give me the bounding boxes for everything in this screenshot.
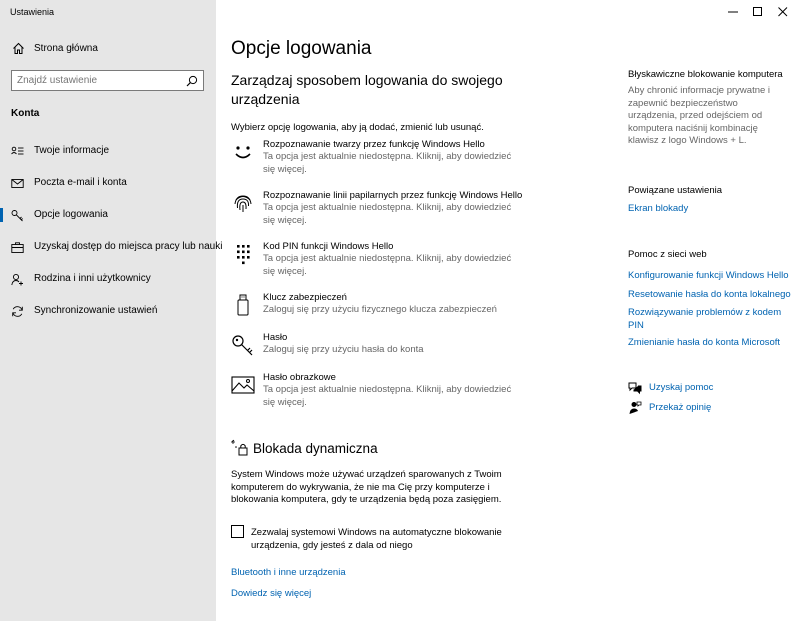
- sidebar-item-label: Rodzina i inni użytkownicy: [34, 273, 151, 284]
- dynamic-lock-heading: Blokada dynamiczna: [253, 441, 378, 456]
- sidebar-item-label: Synchronizowanie ustawień: [34, 305, 158, 316]
- page-title: Opcje logowania: [231, 38, 372, 59]
- option-title: Hasło obrazkowe: [263, 372, 336, 383]
- web-help-heading: Pomoc z sieci web: [628, 249, 707, 260]
- section-label-accounts: Konta: [11, 108, 40, 119]
- app-title: Ustawienia: [10, 7, 55, 17]
- option-title: Hasło: [263, 332, 288, 343]
- quick-lock-text: Aby chronić informacje prywatne i zapewnić bezpieczeństwo urządzenia, przed odejściem od komputera naciśnij kombinację klawisz z logo Windows + L.: [628, 85, 771, 146]
- search-icon[interactable]: [186, 75, 198, 87]
- sidebar-item-email[interactable]: [0, 171, 216, 195]
- pin-keypad-icon: [231, 243, 255, 265]
- dynamic-lock-checkbox-label[interactable]: Zezwalaj systemowi Windows na automatyczne blokowanie urządzenia, gdy jesteś z dala od niego: [251, 527, 502, 551]
- sidebar: [0, 0, 223, 621]
- option-desc: Ta opcja jest aktualnie niedostępna. Kliknij, aby dowiedzieć się więcej.: [263, 202, 512, 226]
- feedback-label[interactable]: Przekaż opinię: [649, 402, 712, 413]
- quick-lock-heading: Błyskawiczne blokowanie komputera: [628, 69, 783, 80]
- briefcase-icon: [11, 241, 24, 254]
- face-icon: [231, 141, 255, 163]
- search-box[interactable]: [11, 70, 204, 91]
- minimize-icon: [728, 7, 738, 17]
- key-icon: [231, 334, 255, 356]
- dynamic-lock-checkbox[interactable]: [231, 525, 244, 538]
- key-icon: [11, 209, 24, 222]
- get-help-label[interactable]: Uzyskaj pomoc: [649, 382, 714, 393]
- feedback-person-icon: [628, 401, 642, 415]
- active-indicator: [0, 208, 3, 222]
- sidebar-item-label: Poczta e-mail i konta: [34, 177, 127, 188]
- learn-more-link[interactable]: Dowiedz się więcej: [231, 588, 312, 599]
- close-icon: [778, 7, 788, 17]
- option-desc: Ta opcja jest aktualnie niedostępna. Kliknij, aby dowiedzieć się więcej.: [263, 151, 512, 175]
- sidebar-item-sign-in-options[interactable]: [0, 203, 216, 227]
- related-settings-heading: Powiązane ustawienia: [628, 185, 723, 196]
- option-desc: Ta opcja jest aktualnie niedostępna. Kliknij, aby dowiedzieć się więcej.: [263, 253, 512, 277]
- picture-icon: [231, 374, 255, 396]
- maximize-icon: [753, 7, 763, 17]
- search-input[interactable]: [17, 74, 177, 87]
- option-desc: Zaloguj się przy użyciu fizycznego klucza zabezpieczeń: [263, 304, 497, 315]
- bluetooth-devices-link[interactable]: Bluetooth i inne urządzenia: [231, 567, 346, 578]
- sidebar-item-your-info[interactable]: [0, 139, 216, 163]
- web-help-link-change-ms-password[interactable]: Zmienianie hasła do konta Microsoft: [628, 337, 781, 348]
- sidebar-item-label: Opcje logowania: [34, 209, 108, 220]
- intro-text: Wybierz opcję logowania, aby ją dodać, zmienić lub usunąć.: [231, 122, 484, 133]
- option-title: Klucz zabezpieczeń: [263, 292, 347, 303]
- web-help-link-pin-troubleshoot[interactable]: Rozwiązywanie problemów z kodem PIN: [628, 307, 782, 331]
- add-person-icon: [11, 273, 24, 286]
- home-label: Strona główna: [34, 43, 98, 54]
- option-title: Rozpoznawanie linii papilarnych przez funkcję Windows Hello: [263, 190, 523, 201]
- dynamic-lock-desc: System Windows może używać urządzeń sparowanych z Twoim komputerem do wykrywania, że nie ma Cię przy komputerze i blokowania komputera, gdy te urządzenia będą poza zasięgiem.: [231, 469, 502, 505]
- sidebar-item-label: Twoje informacje: [34, 145, 110, 156]
- sub-heading: Zarządzaj sposobem logowania do swojego urządzenia: [231, 72, 503, 107]
- web-help-link-reset-password[interactable]: Resetowanie hasła do konta lokalnego: [628, 289, 791, 300]
- fingerprint-icon: [231, 192, 255, 214]
- mail-icon: [11, 177, 24, 190]
- option-desc: Zaloguj się przy użyciu hasła do konta: [263, 344, 424, 355]
- usb-key-icon: [231, 294, 255, 316]
- home-icon: [12, 42, 25, 55]
- home-nav-item[interactable]: [0, 38, 216, 60]
- chat-help-icon: [628, 381, 642, 395]
- sidebar-item-family[interactable]: [0, 267, 216, 291]
- option-title: Kod PIN funkcji Windows Hello: [263, 241, 394, 252]
- option-title: Rozpoznawanie twarzy przez funkcję Windows Hello: [263, 139, 485, 150]
- sync-icon: [11, 305, 24, 318]
- sidebar-item-sync[interactable]: [0, 299, 216, 323]
- person-card-icon: [11, 145, 24, 158]
- dynamic-lock-icon: [231, 439, 249, 457]
- web-help-link-windows-hello[interactable]: Konfigurowanie funkcji Windows Hello: [628, 270, 789, 281]
- option-desc: Ta opcja jest aktualnie niedostępna. Kliknij, aby dowiedzieć się więcej.: [263, 384, 512, 408]
- sidebar-item-work-school[interactable]: [0, 235, 223, 259]
- sidebar-item-label: Uzyskaj dostęp do miejsca pracy lub nauki: [34, 241, 223, 252]
- close-button[interactable]: [766, 0, 800, 24]
- lock-screen-link[interactable]: Ekran blokady: [628, 203, 689, 214]
